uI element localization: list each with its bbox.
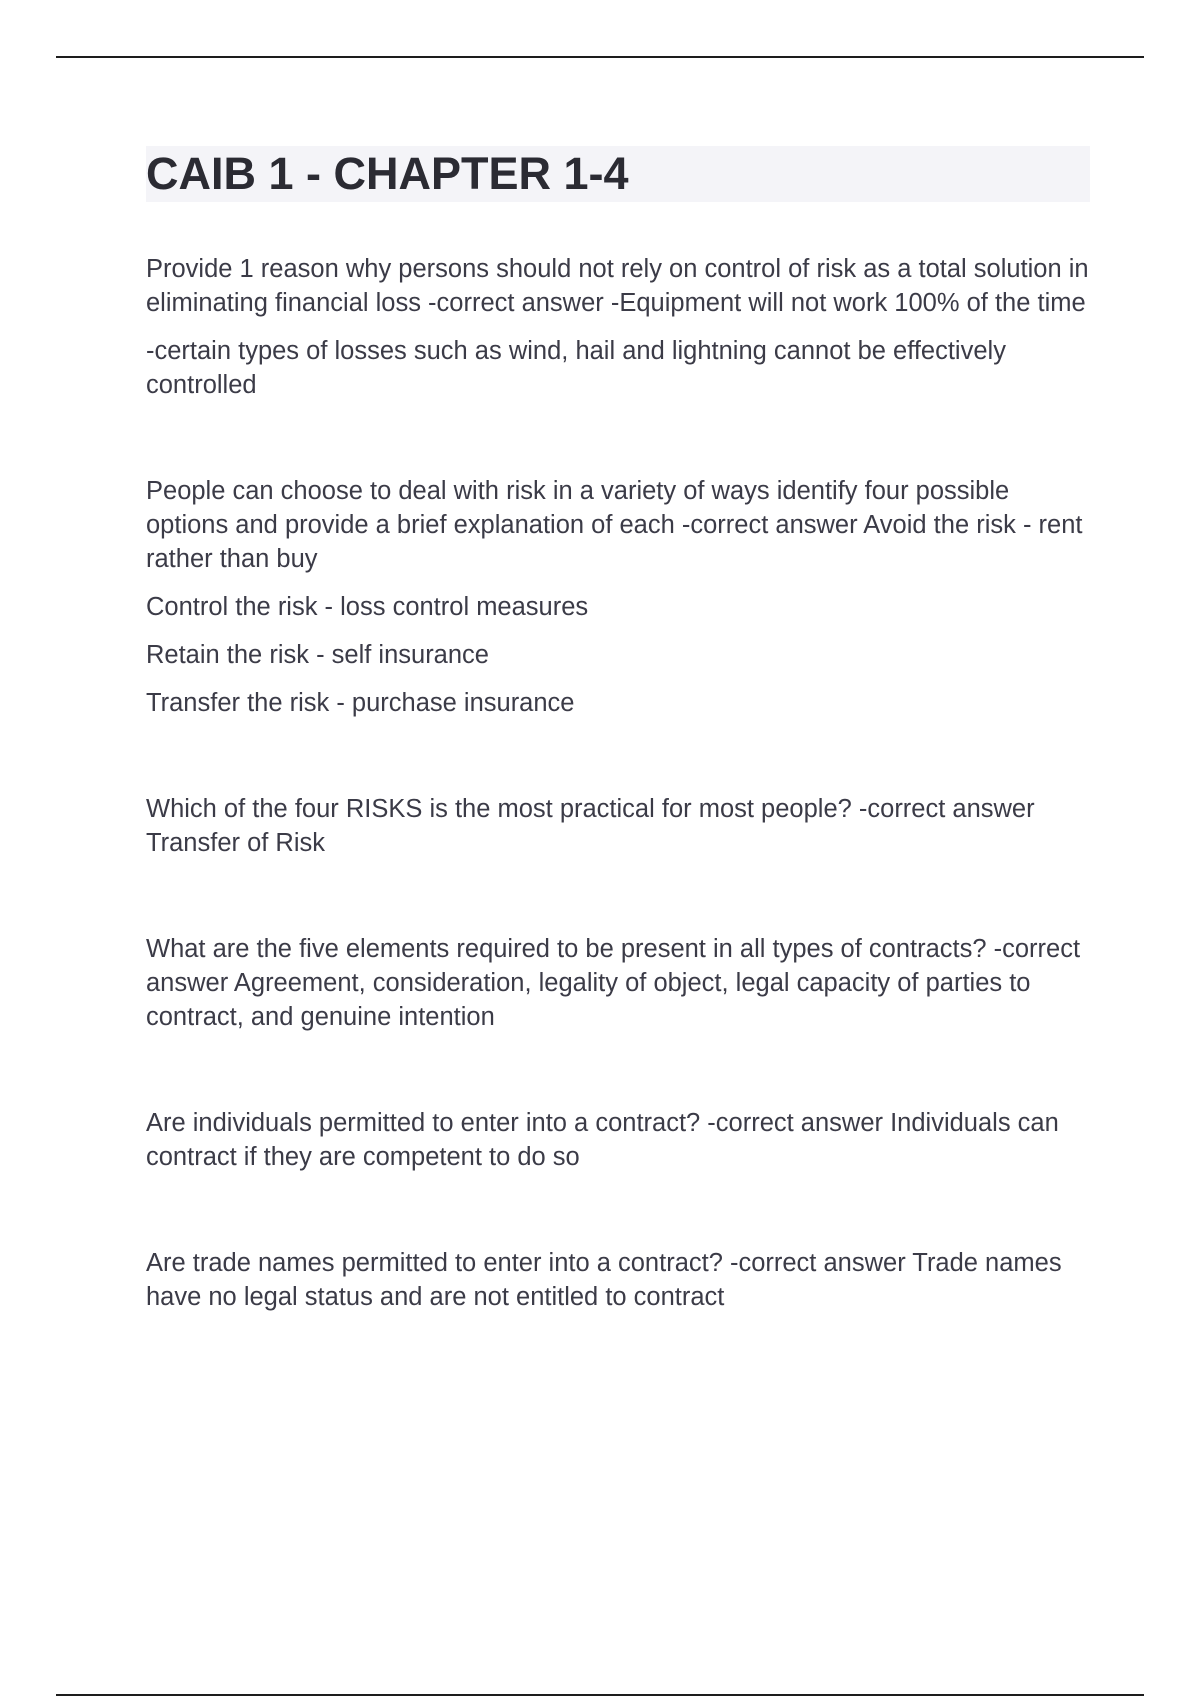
- qa-question: Which of the four RISKS is the most practical for most people? -correct answer Transfer of Risk: [146, 795, 1035, 857]
- qa-answer-line: Control the risk - loss control measures: [146, 593, 589, 621]
- qa-question: Provide 1 reason why persons should not rely on control of risk as a total solution in eliminating financial loss -correct answer -Equipment will not work 100% of the time: [146, 255, 1089, 317]
- qa-item: [146, 792, 1090, 860]
- qa-item: [146, 1106, 1090, 1174]
- qa-question: People can choose to deal with risk in a variety of ways identify four possible options and provide a brief explanation of each -correct answer Avoid the risk - rent rather than buy: [146, 477, 1083, 573]
- qa-answer-line: Retain the risk - self insurance: [146, 641, 489, 669]
- top-rule: [56, 56, 1144, 58]
- qa-item: [146, 1246, 1090, 1314]
- qa-item: [146, 932, 1090, 1034]
- qa-item: [146, 252, 1090, 402]
- qa-question: Are trade names permitted to enter into a contract? -correct answer Trade names have no legal status and are not entitled to contract: [146, 1249, 1062, 1311]
- qa-question: Are individuals permitted to enter into a contract? -correct answer Individuals can contract if they are competent to do so: [146, 1109, 1059, 1171]
- page-title: CAIB 1 - CHAPTER 1-4: [146, 148, 629, 199]
- qa-answer-line: Transfer the risk - purchase insurance: [146, 689, 575, 717]
- qa-question: What are the five elements required to be present in all types of contracts? -correct answer Agreement, consideration, legality of object, legal capacity of parties to contract, and genuine intention: [146, 935, 1081, 1031]
- title-banner: [146, 146, 1090, 202]
- qa-answer-line: -certain types of losses such as wind, hail and lightning cannot be effectively controlled: [146, 337, 1006, 399]
- bottom-rule: [56, 1694, 1144, 1696]
- document-body: [146, 146, 1090, 1354]
- qa-item: [146, 474, 1090, 720]
